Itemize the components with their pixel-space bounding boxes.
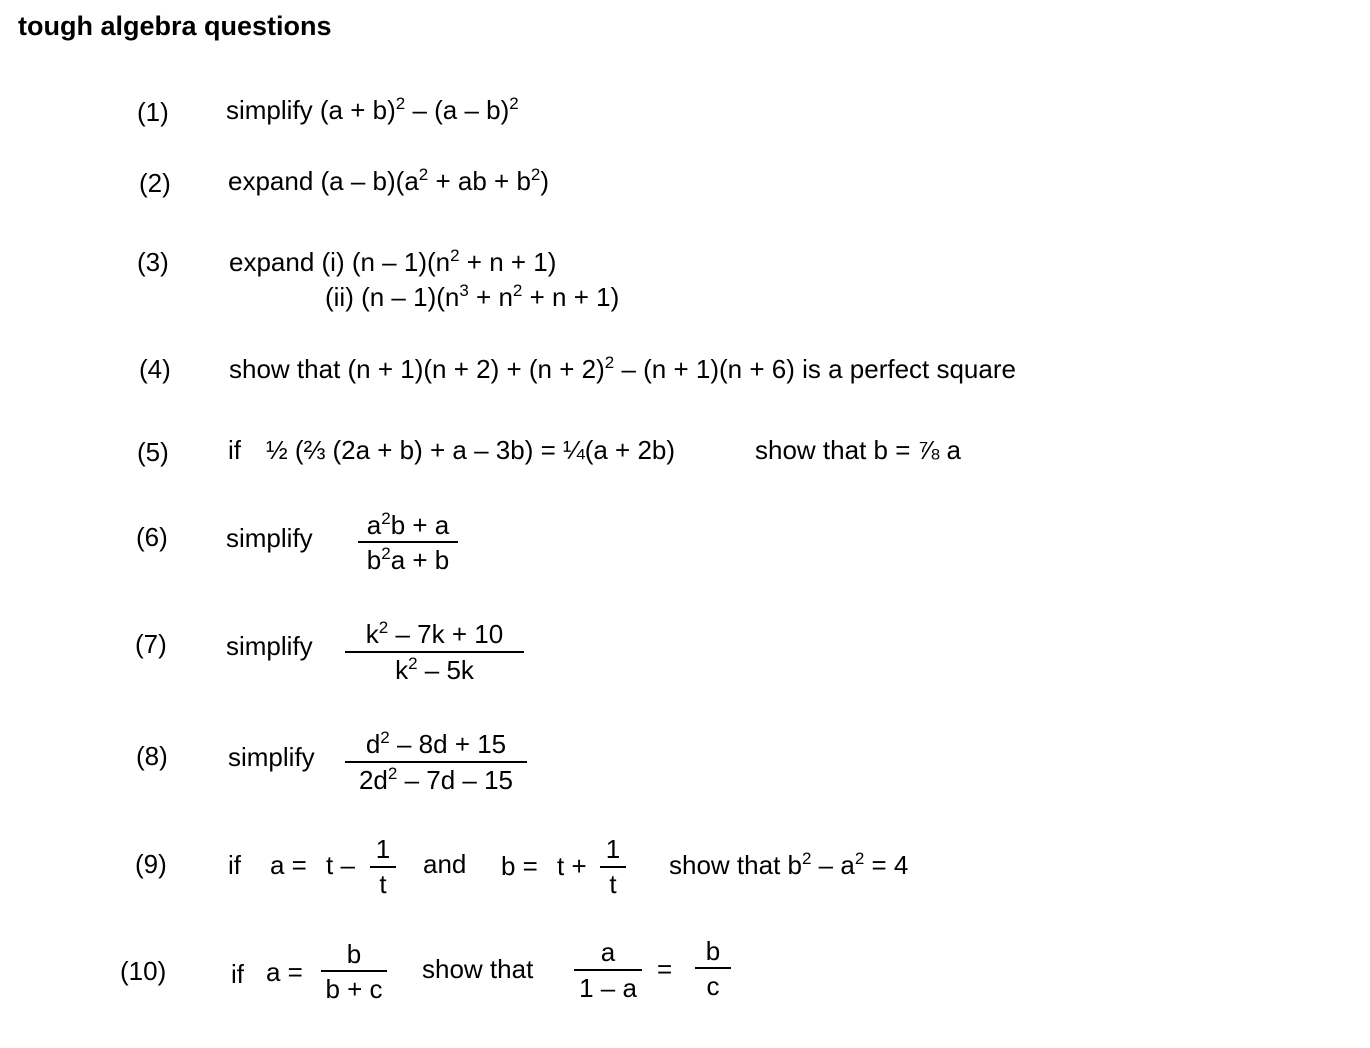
q10-fraction2-denominator: 1 – a [579, 973, 637, 1003]
q2-number: (2) [139, 168, 171, 198]
q9-number: (9) [135, 849, 167, 879]
q10-number: (10) [120, 956, 167, 986]
q3-part-i: expand (i) $(n - 1)(n^2 + n + 1)$ [229, 246, 557, 277]
q9-show-that: show that $b^2 - a^2 = 4$ [669, 849, 909, 880]
q9-fraction2-bar [600, 866, 626, 868]
q7-simplify: simplify [226, 631, 313, 661]
q8-denominator: $2d^2 - 7d - 15$ [358, 764, 514, 795]
q6-numerator: $a^2b + a$ [366, 509, 450, 540]
q9-fraction2-numerator: 1 [605, 834, 621, 864]
q9-t-plus: t + [557, 851, 587, 881]
q9-t-minus: t – [326, 850, 355, 880]
q5-if: if [228, 435, 241, 465]
q3-part-ii: (ii) $(n - 1)(n^3 + n^2 + n + 1)$ [325, 281, 620, 312]
q10-if: if [231, 959, 244, 989]
q9-a-equals: a = [270, 850, 307, 880]
q10-fraction1-numerator: b [346, 939, 362, 969]
q10-equals: = [657, 954, 673, 984]
q8-simplify: simplify [228, 742, 315, 772]
q7-numerator: $k^2 - 7k + 10$ [365, 618, 504, 649]
q10-fraction3-bar [695, 967, 731, 969]
q2-text: expand $(a - b)(a^2$ + ab + $b^2$) [228, 165, 550, 196]
q4-number: (4) [139, 354, 171, 384]
q9-fraction1-denominator: t [379, 869, 387, 899]
q7-denominator: $k^2 - 5k$ [395, 654, 474, 685]
q10-fraction1-denominator: b + c [325, 974, 383, 1004]
q7-number: (7) [135, 629, 167, 659]
q6-fraction-bar [358, 541, 458, 543]
q9-fraction2-denominator: t [609, 869, 617, 899]
q10-fraction2-bar [574, 969, 642, 971]
q9-and: and [423, 849, 467, 879]
q7-fraction-bar [345, 651, 524, 653]
q10-fraction2-numerator: a [600, 937, 616, 967]
q8-numerator: $d^2 - 8d + 15$ [365, 728, 507, 759]
q10-fraction1-bar [321, 970, 387, 972]
q3-number: (3) [137, 247, 169, 277]
q1-text: simplify $(a + b)^2 - (a - b)^2$ [226, 94, 519, 125]
q9-fraction1-numerator: 1 [375, 834, 391, 864]
q10-show-that: show that [422, 954, 534, 984]
q9-if: if [228, 850, 241, 880]
q5-number: (5) [137, 437, 169, 467]
q9-fraction1-bar [370, 866, 396, 868]
q10-a-equals: a = [266, 957, 303, 987]
q5-expression: ½ (⅔ (2a + b) + a – 3b) = ¼(a + 2b) [266, 435, 676, 465]
q8-fraction-bar [345, 761, 527, 763]
q4-text: show that $(n + 1)(n + 2) + (n + 2)^2 - (n + 1)(n + 6)$ is a perfect square [229, 353, 1016, 384]
q8-number: (8) [136, 741, 168, 771]
q10-fraction3-numerator: b [705, 936, 721, 966]
q5-show-that: show that b = ⅞ a [755, 435, 961, 465]
q10-fraction3-denominator: c [706, 971, 720, 1001]
q6-simplify: simplify [226, 523, 313, 553]
q1-number: (1) [137, 97, 169, 127]
q9-b-equals: b = [501, 851, 538, 881]
page-title: tough algebra questions [18, 11, 332, 41]
q6-number: (6) [136, 522, 168, 552]
q6-denominator: $b^2a + b$ [366, 544, 450, 575]
